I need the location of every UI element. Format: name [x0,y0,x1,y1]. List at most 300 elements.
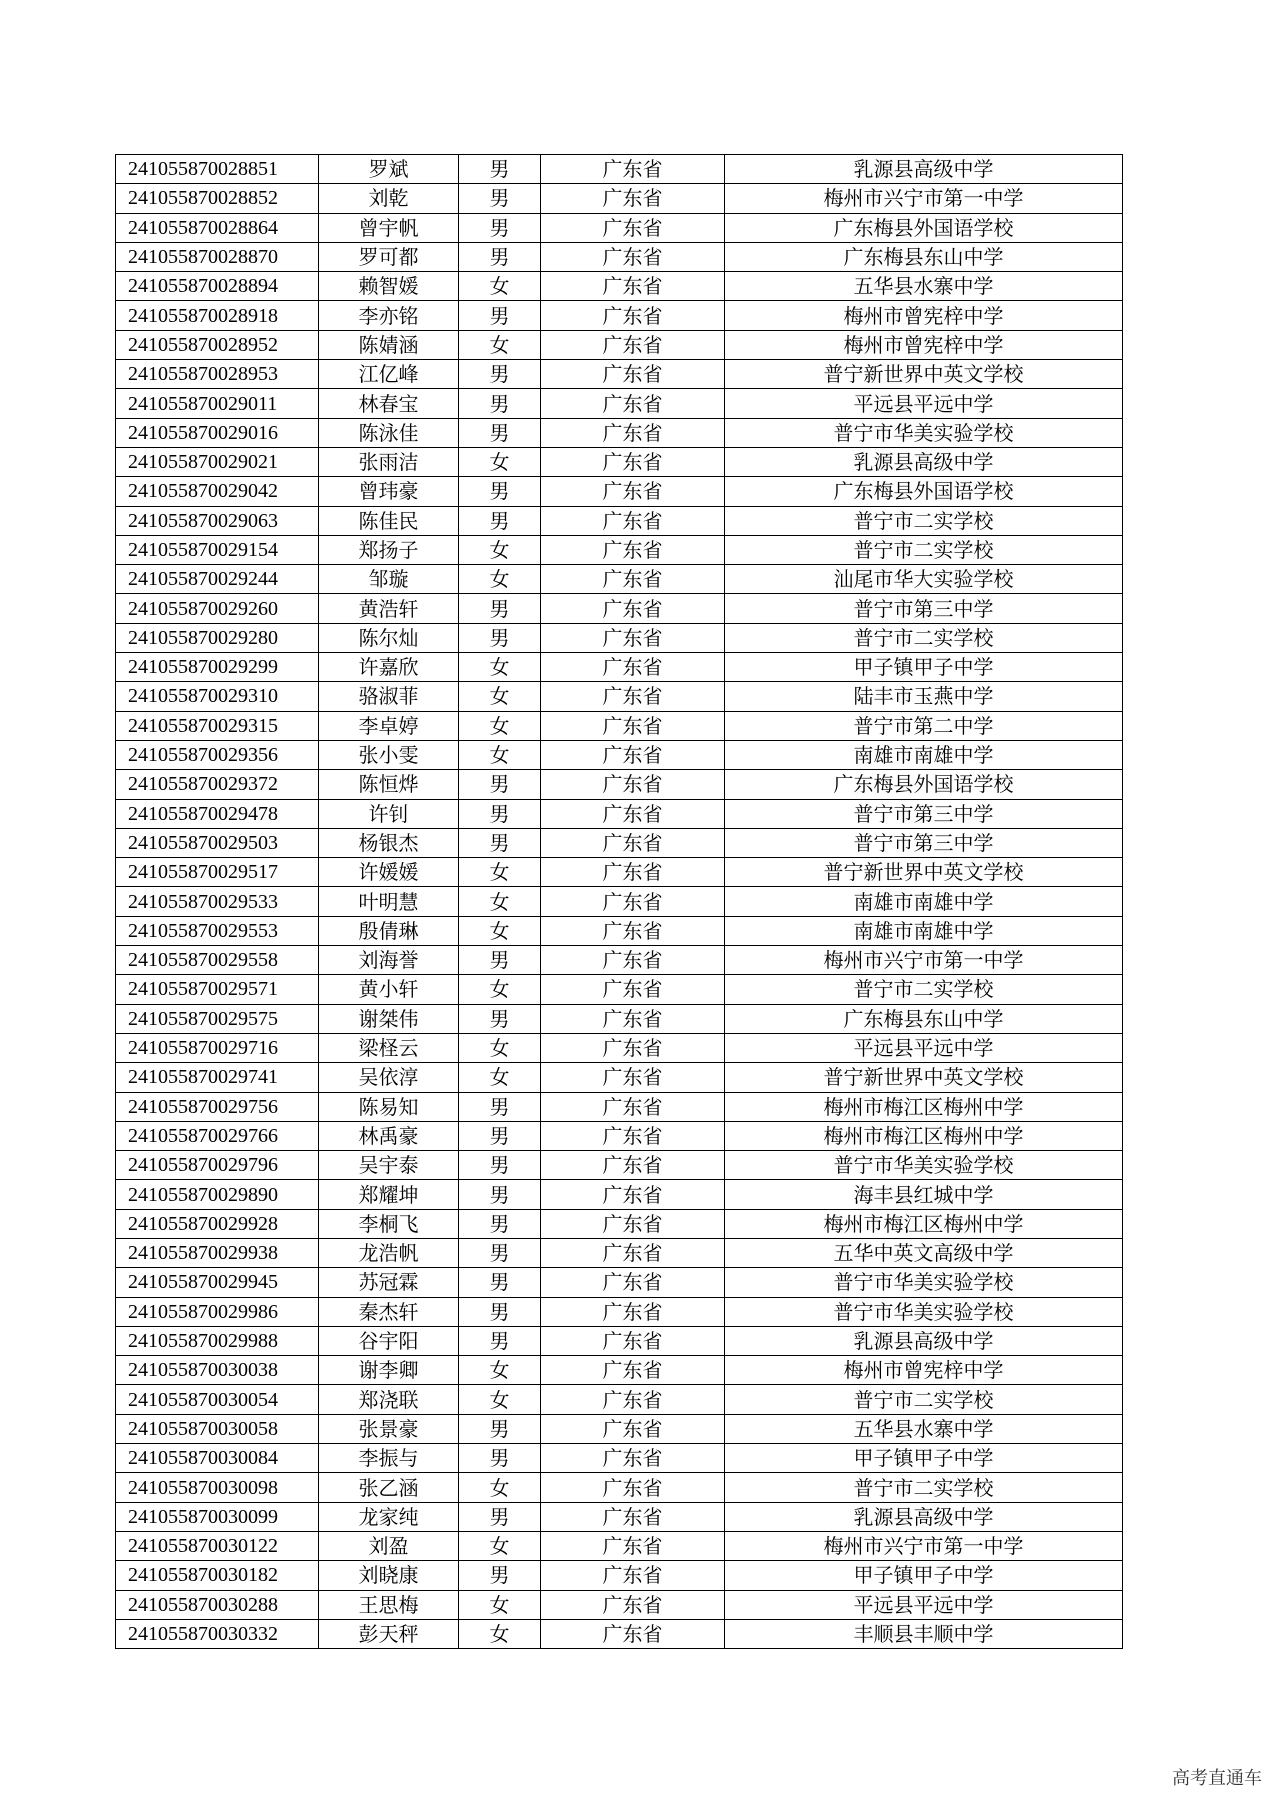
table-row [116,770,1123,799]
student-id-cell: 241055870029986 [116,1297,319,1326]
gender-cell: 女 [459,1590,541,1619]
student-name-cell: 林春宝 [319,389,459,418]
school-cell: 平远县平远中学 [725,1590,1123,1619]
student-id-cell: 241055870028852 [116,184,319,213]
school-cell: 普宁新世界中英文学校 [725,1063,1123,1092]
school-cell: 梅州市兴宁市第一中学 [725,946,1123,975]
province-cell: 广东省 [541,1502,725,1531]
gender-cell: 男 [459,1561,541,1590]
table-row [116,711,1123,740]
student-id-cell: 241055870029503 [116,828,319,857]
province-cell: 广东省 [541,506,725,535]
gender-cell: 男 [459,1414,541,1443]
table-row [116,1502,1123,1531]
student-id-cell: 241055870030332 [116,1619,319,1648]
province-cell: 广东省 [541,887,725,916]
province-cell: 广东省 [541,623,725,652]
student-name-cell: 许媛媛 [319,858,459,887]
table-row [116,155,1123,184]
student-id-cell: 241055870029796 [116,1151,319,1180]
province-cell: 广东省 [541,1180,725,1209]
province-cell: 广东省 [541,389,725,418]
student-name-cell: 刘盈 [319,1531,459,1560]
gender-cell: 男 [459,1444,541,1473]
school-cell: 普宁市二实学校 [725,1473,1123,1502]
province-cell: 广东省 [541,565,725,594]
gender-cell: 男 [459,242,541,271]
gender-cell: 女 [459,1356,541,1385]
province-cell: 广东省 [541,1004,725,1033]
school-cell: 五华中英文高级中学 [725,1238,1123,1267]
table-row [116,946,1123,975]
student-name-cell: 郑耀坤 [319,1180,459,1209]
student-id-cell: 241055870029890 [116,1180,319,1209]
student-id-cell: 241055870029016 [116,418,319,447]
table-row [116,653,1123,682]
student-name-cell: 吴宇泰 [319,1151,459,1180]
table-row [116,740,1123,769]
table-row [116,1619,1123,1648]
province-cell: 广东省 [541,1473,725,1502]
school-cell: 普宁新世界中英文学校 [725,858,1123,887]
student-id-cell: 241055870029011 [116,389,319,418]
gender-cell: 女 [459,887,541,916]
table-row [116,828,1123,857]
student-id-cell: 241055870029533 [116,887,319,916]
table-row [116,1414,1123,1443]
table-row [116,1063,1123,1092]
student-name-cell: 谢李卿 [319,1356,459,1385]
province-cell: 广东省 [541,330,725,359]
province-cell: 广东省 [541,799,725,828]
province-cell: 广东省 [541,360,725,389]
table-row [116,1385,1123,1414]
table-row [116,565,1123,594]
province-cell: 广东省 [541,301,725,330]
province-cell: 广东省 [541,1238,725,1267]
student-name-cell: 王思梅 [319,1590,459,1619]
gender-cell: 女 [459,975,541,1004]
student-name-cell: 许嘉欣 [319,653,459,682]
gender-cell: 男 [459,1004,541,1033]
school-cell: 五华县水寨中学 [725,272,1123,301]
table-row [116,242,1123,271]
table-row [116,623,1123,652]
province-cell: 广东省 [541,1033,725,1062]
gender-cell: 男 [459,1151,541,1180]
student-name-cell: 江亿峰 [319,360,459,389]
student-id-cell: 241055870029310 [116,682,319,711]
province-cell: 广东省 [541,213,725,242]
table-row [116,1121,1123,1150]
student-id-cell: 241055870029988 [116,1326,319,1355]
table-row [116,1297,1123,1326]
school-cell: 南雄市南雄中学 [725,916,1123,945]
student-id-cell: 241055870030122 [116,1531,319,1560]
table-row [116,418,1123,447]
school-cell: 甲子镇甲子中学 [725,1444,1123,1473]
student-id-cell: 241055870030058 [116,1414,319,1443]
table-row [116,916,1123,945]
student-name-cell: 秦杰轩 [319,1297,459,1326]
province-cell: 广东省 [541,1561,725,1590]
school-cell: 平远县平远中学 [725,389,1123,418]
school-cell: 普宁市二实学校 [725,975,1123,1004]
student-name-cell: 赖智媛 [319,272,459,301]
student-id-cell: 241055870029244 [116,565,319,594]
table-row [116,360,1123,389]
student-name-cell: 殷倩琳 [319,916,459,945]
student-id-cell: 241055870029716 [116,1033,319,1062]
gender-cell: 女 [459,653,541,682]
student-name-cell: 郑扬子 [319,535,459,564]
province-cell: 广东省 [541,828,725,857]
gender-cell: 男 [459,1297,541,1326]
table-row [116,1004,1123,1033]
province-cell: 广东省 [541,682,725,711]
province-cell: 广东省 [541,184,725,213]
school-cell: 平远县平远中学 [725,1033,1123,1062]
table-row [116,330,1123,359]
student-name-cell: 林禹豪 [319,1121,459,1150]
school-cell: 梅州市梅江区梅州中学 [725,1209,1123,1238]
table-row [116,682,1123,711]
gender-cell: 女 [459,1385,541,1414]
school-cell: 普宁市二实学校 [725,1385,1123,1414]
province-cell: 广东省 [541,1414,725,1443]
gender-cell: 男 [459,1121,541,1150]
student-id-cell: 241055870028953 [116,360,319,389]
gender-cell: 女 [459,711,541,740]
province-cell: 广东省 [541,946,725,975]
student-id-cell: 241055870030084 [116,1444,319,1473]
gender-cell: 女 [459,272,541,301]
gender-cell: 女 [459,1619,541,1648]
province-cell: 广东省 [541,1531,725,1560]
province-cell: 广东省 [541,1356,725,1385]
gender-cell: 男 [459,360,541,389]
gender-cell: 男 [459,1209,541,1238]
student-name-cell: 刘海誉 [319,946,459,975]
gender-cell: 男 [459,301,541,330]
student-id-cell: 241055870028952 [116,330,319,359]
gender-cell: 男 [459,1238,541,1267]
student-id-cell: 241055870028864 [116,213,319,242]
table-row [116,1590,1123,1619]
school-cell: 普宁市华美实验学校 [725,1297,1123,1326]
province-cell: 广东省 [541,535,725,564]
student-name-cell: 曾宇帆 [319,213,459,242]
table-row [116,1180,1123,1209]
school-cell: 梅州市梅江区梅州中学 [725,1121,1123,1150]
gender-cell: 女 [459,330,541,359]
student-id-cell: 241055870029021 [116,447,319,476]
student-id-cell: 241055870029928 [116,1209,319,1238]
gender-cell: 女 [459,447,541,476]
student-name-cell: 李卓婷 [319,711,459,740]
student-name-cell: 张乙涵 [319,1473,459,1502]
student-id-cell: 241055870029372 [116,770,319,799]
student-id-cell: 241055870029553 [116,916,319,945]
school-cell: 广东梅县外国语学校 [725,213,1123,242]
gender-cell: 男 [459,506,541,535]
school-cell: 梅州市曾宪梓中学 [725,301,1123,330]
student-id-cell: 241055870029945 [116,1268,319,1297]
student-id-cell: 241055870028870 [116,242,319,271]
student-name-cell: 彭天秤 [319,1619,459,1648]
province-cell: 广东省 [541,1590,725,1619]
province-cell: 广东省 [541,447,725,476]
student-name-cell: 龙浩帆 [319,1238,459,1267]
school-cell: 普宁市二实学校 [725,623,1123,652]
table-row [116,594,1123,623]
gender-cell: 女 [459,535,541,564]
table-row [116,301,1123,330]
student-name-cell: 罗可都 [319,242,459,271]
student-id-cell: 241055870029558 [116,946,319,975]
student-id-cell: 241055870029260 [116,594,319,623]
student-name-cell: 张雨洁 [319,447,459,476]
school-cell: 广东梅县东山中学 [725,242,1123,271]
province-cell: 广东省 [541,975,725,1004]
student-name-cell: 陈恒烨 [319,770,459,799]
student-id-cell: 241055870029315 [116,711,319,740]
table-row [116,506,1123,535]
school-cell: 乳源县高级中学 [725,447,1123,476]
student-id-cell: 241055870030288 [116,1590,319,1619]
gender-cell: 女 [459,916,541,945]
student-name-cell: 张小雯 [319,740,459,769]
table-row [116,1151,1123,1180]
gender-cell: 男 [459,799,541,828]
student-name-cell: 陈婧涵 [319,330,459,359]
student-id-cell: 241055870029042 [116,477,319,506]
table-row [116,1209,1123,1238]
student-id-cell: 241055870029517 [116,858,319,887]
school-cell: 汕尾市华大实验学校 [725,565,1123,594]
province-cell: 广东省 [541,155,725,184]
student-name-cell: 吴依淳 [319,1063,459,1092]
gender-cell: 女 [459,682,541,711]
school-cell: 梅州市梅江区梅州中学 [725,1092,1123,1121]
student-name-cell: 曾玮豪 [319,477,459,506]
student-name-cell: 陈尔灿 [319,623,459,652]
gender-cell: 男 [459,623,541,652]
school-cell: 南雄市南雄中学 [725,887,1123,916]
province-cell: 广东省 [541,1209,725,1238]
student-id-cell: 241055870030054 [116,1385,319,1414]
school-cell: 普宁市第三中学 [725,828,1123,857]
student-name-cell: 许钊 [319,799,459,828]
school-cell: 乳源县高级中学 [725,1502,1123,1531]
student-id-cell: 241055870029756 [116,1092,319,1121]
school-cell: 梅州市曾宪梓中学 [725,1356,1123,1385]
province-cell: 广东省 [541,594,725,623]
gender-cell: 女 [459,1473,541,1502]
student-id-cell: 241055870028918 [116,301,319,330]
province-cell: 广东省 [541,418,725,447]
school-cell: 普宁市第三中学 [725,594,1123,623]
student-id-cell: 241055870030038 [116,1356,319,1385]
student-name-cell: 陈泳佳 [319,418,459,447]
gender-cell: 男 [459,1502,541,1531]
student-id-cell: 241055870029938 [116,1238,319,1267]
gender-cell: 女 [459,740,541,769]
student-name-cell: 龙家纯 [319,1502,459,1531]
province-cell: 广东省 [541,1121,725,1150]
table-row [116,1356,1123,1385]
student-id-cell: 241055870029766 [116,1121,319,1150]
province-cell: 广东省 [541,1444,725,1473]
gender-cell: 男 [459,1326,541,1355]
province-cell: 广东省 [541,770,725,799]
school-cell: 陆丰市玉燕中学 [725,682,1123,711]
student-name-cell: 刘晓康 [319,1561,459,1590]
province-cell: 广东省 [541,477,725,506]
table-row [116,1326,1123,1355]
student-id-cell: 241055870029280 [116,623,319,652]
school-cell: 梅州市兴宁市第一中学 [725,184,1123,213]
student-name-cell: 邹璇 [319,565,459,594]
school-cell: 普宁市华美实验学校 [725,1151,1123,1180]
province-cell: 广东省 [541,711,725,740]
student-name-cell: 黄小轩 [319,975,459,1004]
student-id-cell: 241055870029741 [116,1063,319,1092]
school-cell: 甲子镇甲子中学 [725,1561,1123,1590]
province-cell: 广东省 [541,1151,725,1180]
school-cell: 普宁市二实学校 [725,535,1123,564]
province-cell: 广东省 [541,916,725,945]
student-name-cell: 梁柽云 [319,1033,459,1062]
gender-cell: 女 [459,1063,541,1092]
gender-cell: 男 [459,418,541,447]
school-cell: 广东梅县外国语学校 [725,477,1123,506]
table-row [116,887,1123,916]
table-row [116,1238,1123,1267]
school-cell: 乳源县高级中学 [725,1326,1123,1355]
school-cell: 梅州市兴宁市第一中学 [725,1531,1123,1560]
table-row [116,858,1123,887]
school-cell: 五华县水寨中学 [725,1414,1123,1443]
student-name-cell: 叶明慧 [319,887,459,916]
student-id-cell: 241055870029478 [116,799,319,828]
student-id-cell: 241055870029063 [116,506,319,535]
student-name-cell: 郑浇联 [319,1385,459,1414]
province-cell: 广东省 [541,653,725,682]
table-row [116,1561,1123,1590]
table-row [116,975,1123,1004]
student-name-cell: 李振与 [319,1444,459,1473]
province-cell: 广东省 [541,1268,725,1297]
school-cell: 梅州市曾宪梓中学 [725,330,1123,359]
province-cell: 广东省 [541,272,725,301]
gender-cell: 男 [459,828,541,857]
table-row [116,1268,1123,1297]
province-cell: 广东省 [541,858,725,887]
table-row [116,1092,1123,1121]
student-name-cell: 罗斌 [319,155,459,184]
student-id-cell: 241055870029299 [116,653,319,682]
table-row [116,477,1123,506]
watermark-text: 高考直通车 [1172,1768,1262,1789]
student-id-cell: 241055870028851 [116,155,319,184]
province-cell: 广东省 [541,740,725,769]
student-id-cell: 241055870029571 [116,975,319,1004]
student-table [115,154,1123,1649]
gender-cell: 男 [459,213,541,242]
province-cell: 广东省 [541,1063,725,1092]
school-cell: 普宁市二实学校 [725,506,1123,535]
school-cell: 普宁市第二中学 [725,711,1123,740]
school-cell: 普宁市华美实验学校 [725,1268,1123,1297]
province-cell: 广东省 [541,1385,725,1414]
province-cell: 广东省 [541,242,725,271]
student-id-cell: 241055870030098 [116,1473,319,1502]
table-row [116,799,1123,828]
school-cell: 南雄市南雄中学 [725,740,1123,769]
table-row [116,1033,1123,1062]
school-cell: 丰顺县丰顺中学 [725,1619,1123,1648]
table-row [116,213,1123,242]
student-id-cell: 241055870029356 [116,740,319,769]
province-cell: 广东省 [541,1326,725,1355]
table-row [116,447,1123,476]
table-row [116,389,1123,418]
school-cell: 普宁市华美实验学校 [725,418,1123,447]
student-id-cell: 241055870030099 [116,1502,319,1531]
school-cell: 甲子镇甲子中学 [725,653,1123,682]
gender-cell: 男 [459,770,541,799]
student-name-cell: 杨银杰 [319,828,459,857]
gender-cell: 男 [459,1092,541,1121]
student-id-cell: 241055870028894 [116,272,319,301]
student-name-cell: 黄浩轩 [319,594,459,623]
student-name-cell: 陈易知 [319,1092,459,1121]
gender-cell: 女 [459,1531,541,1560]
school-cell: 海丰县红城中学 [725,1180,1123,1209]
student-name-cell: 李桐飞 [319,1209,459,1238]
student-name-cell: 谷宇阳 [319,1326,459,1355]
gender-cell: 男 [459,1180,541,1209]
student-id-cell: 241055870030182 [116,1561,319,1590]
student-id-cell: 241055870029575 [116,1004,319,1033]
gender-cell: 男 [459,155,541,184]
gender-cell: 男 [459,594,541,623]
student-name-cell: 骆淑菲 [319,682,459,711]
student-name-cell: 张景豪 [319,1414,459,1443]
gender-cell: 男 [459,477,541,506]
student-id-cell: 241055870029154 [116,535,319,564]
school-cell: 广东梅县外国语学校 [725,770,1123,799]
school-cell: 普宁新世界中英文学校 [725,360,1123,389]
gender-cell: 男 [459,389,541,418]
gender-cell: 男 [459,184,541,213]
gender-cell: 女 [459,565,541,594]
table-row [116,184,1123,213]
table-row [116,1531,1123,1560]
school-cell: 广东梅县东山中学 [725,1004,1123,1033]
student-name-cell: 苏冠霖 [319,1268,459,1297]
gender-cell: 男 [459,1268,541,1297]
province-cell: 广东省 [541,1297,725,1326]
province-cell: 广东省 [541,1092,725,1121]
province-cell: 广东省 [541,1619,725,1648]
school-cell: 普宁市第三中学 [725,799,1123,828]
student-name-cell: 李亦铭 [319,301,459,330]
student-table-body [116,155,1123,1649]
student-name-cell: 谢桀伟 [319,1004,459,1033]
table-row [116,1444,1123,1473]
